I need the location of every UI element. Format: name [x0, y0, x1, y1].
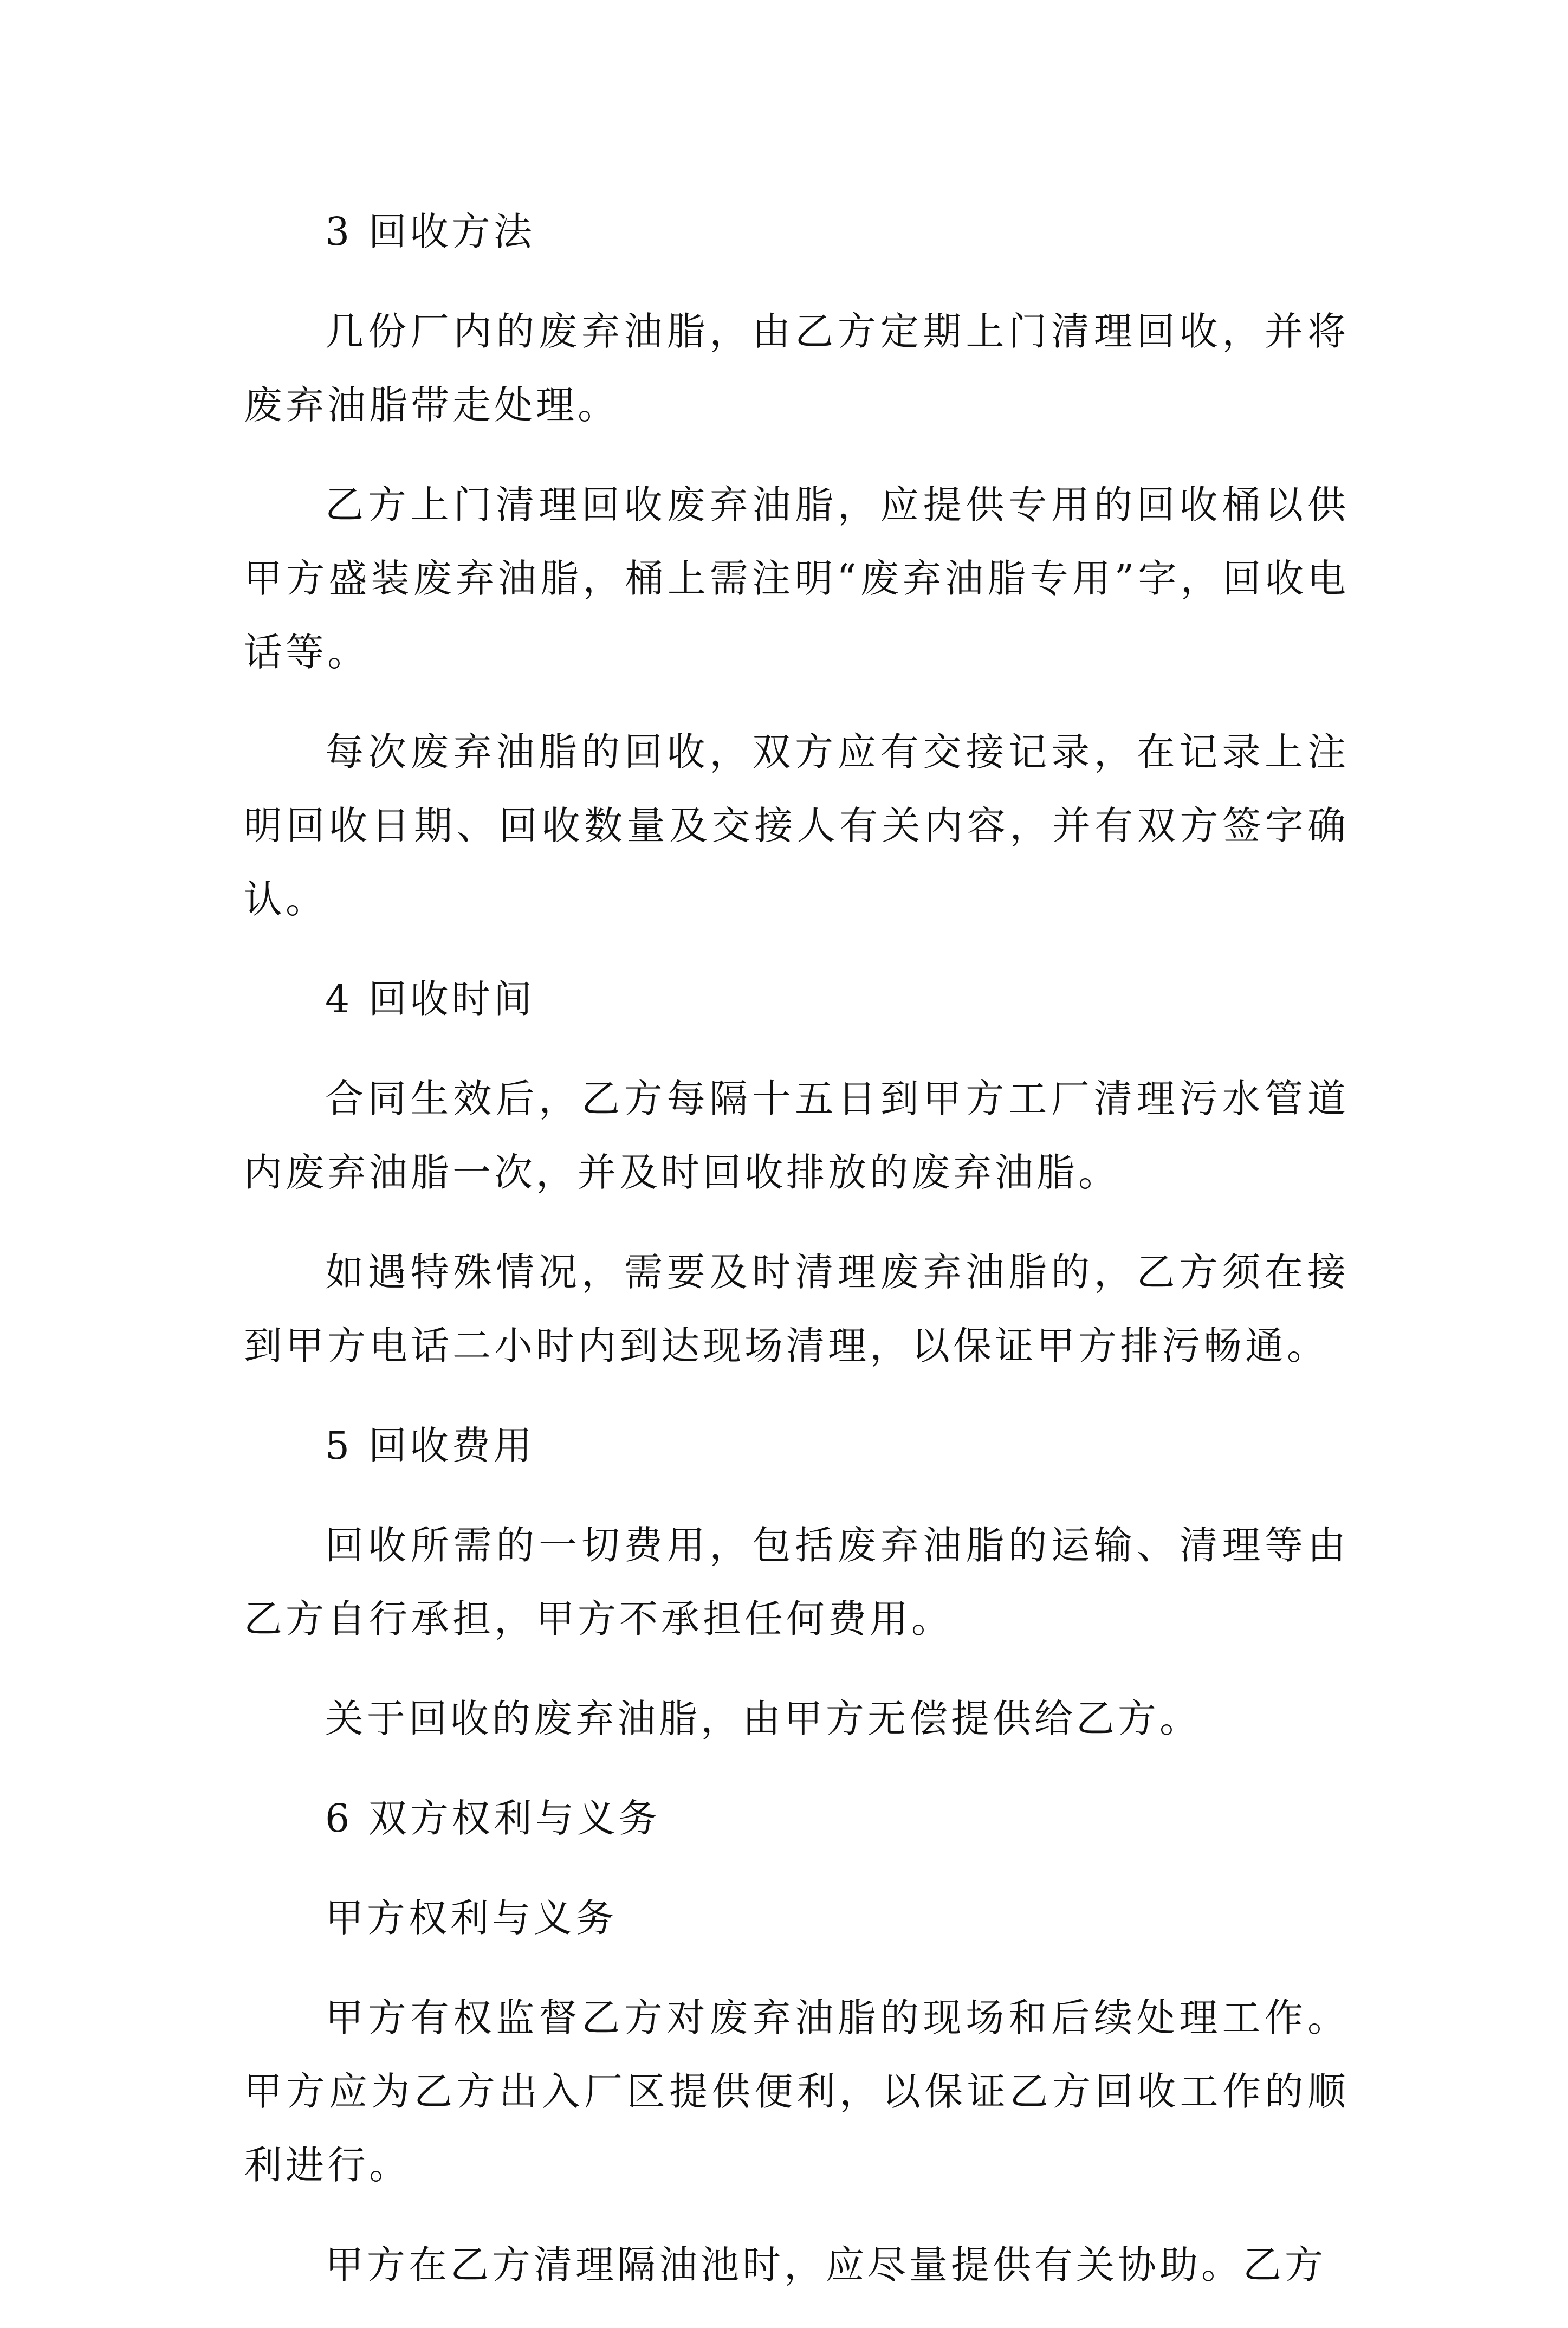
paragraph: 每次废弃油脂的回收，双方应有交接记录，在记录上注明回收日期、回收数量及交接人有关内容，并有双方签字确认。 [244, 729, 1349, 922]
subheading-party-a-rights: 甲方权利与义务 [325, 1896, 618, 1941]
section-heading-recovery-method: 3 回收方法 [325, 209, 535, 254]
paragraph: 乙方上门清理回收废弃油脂，应提供专用的回收桶以供甲方盛装废弃油脂，桶上需注明“废弃油脂专用”字，回收电话等。 [244, 482, 1349, 675]
paragraph: 甲方在乙方清理隔油池时，应尽量提供有关协助。乙方 [325, 2242, 1327, 2287]
section-heading-recovery-time: 4 回收时间 [325, 977, 535, 1021]
document-body [244, 195, 1349, 2328]
paragraph: 回收所需的一切费用，包括废弃油脂的运输、清理等由乙方自行承担，甲方不承担任何费用。 [244, 1523, 1349, 1641]
paragraph: 几份厂内的废弃油脂，由乙方定期上门清理回收，并将废弃油脂带走处理。 [244, 309, 1349, 428]
paragraph: 关于回收的废弃油脂，由甲方无偿提供给乙方。 [325, 1696, 1202, 1741]
paragraph: 如遇特殊情况，需要及时清理废弃油脂的，乙方须在接到甲方电话二小时内到达现场清理，以保证甲方排污畅通。 [244, 1250, 1349, 1368]
paragraph: 甲方有权监督乙方对废弃油脂的现场和后续处理工作。甲方应为乙方出入厂区提供便利，以保证乙方回收工作的顺利进行。 [244, 1995, 1349, 2188]
paragraph: 合同生效后，乙方每隔十五日到甲方工厂清理污水管道内废弃油脂一次，并及时回收排放的废弃油脂。 [244, 1076, 1349, 1195]
section-heading-rights-obligations: 6 双方权利与义务 [325, 1796, 660, 1841]
section-heading-recovery-fees: 5 回收费用 [325, 1423, 535, 1468]
